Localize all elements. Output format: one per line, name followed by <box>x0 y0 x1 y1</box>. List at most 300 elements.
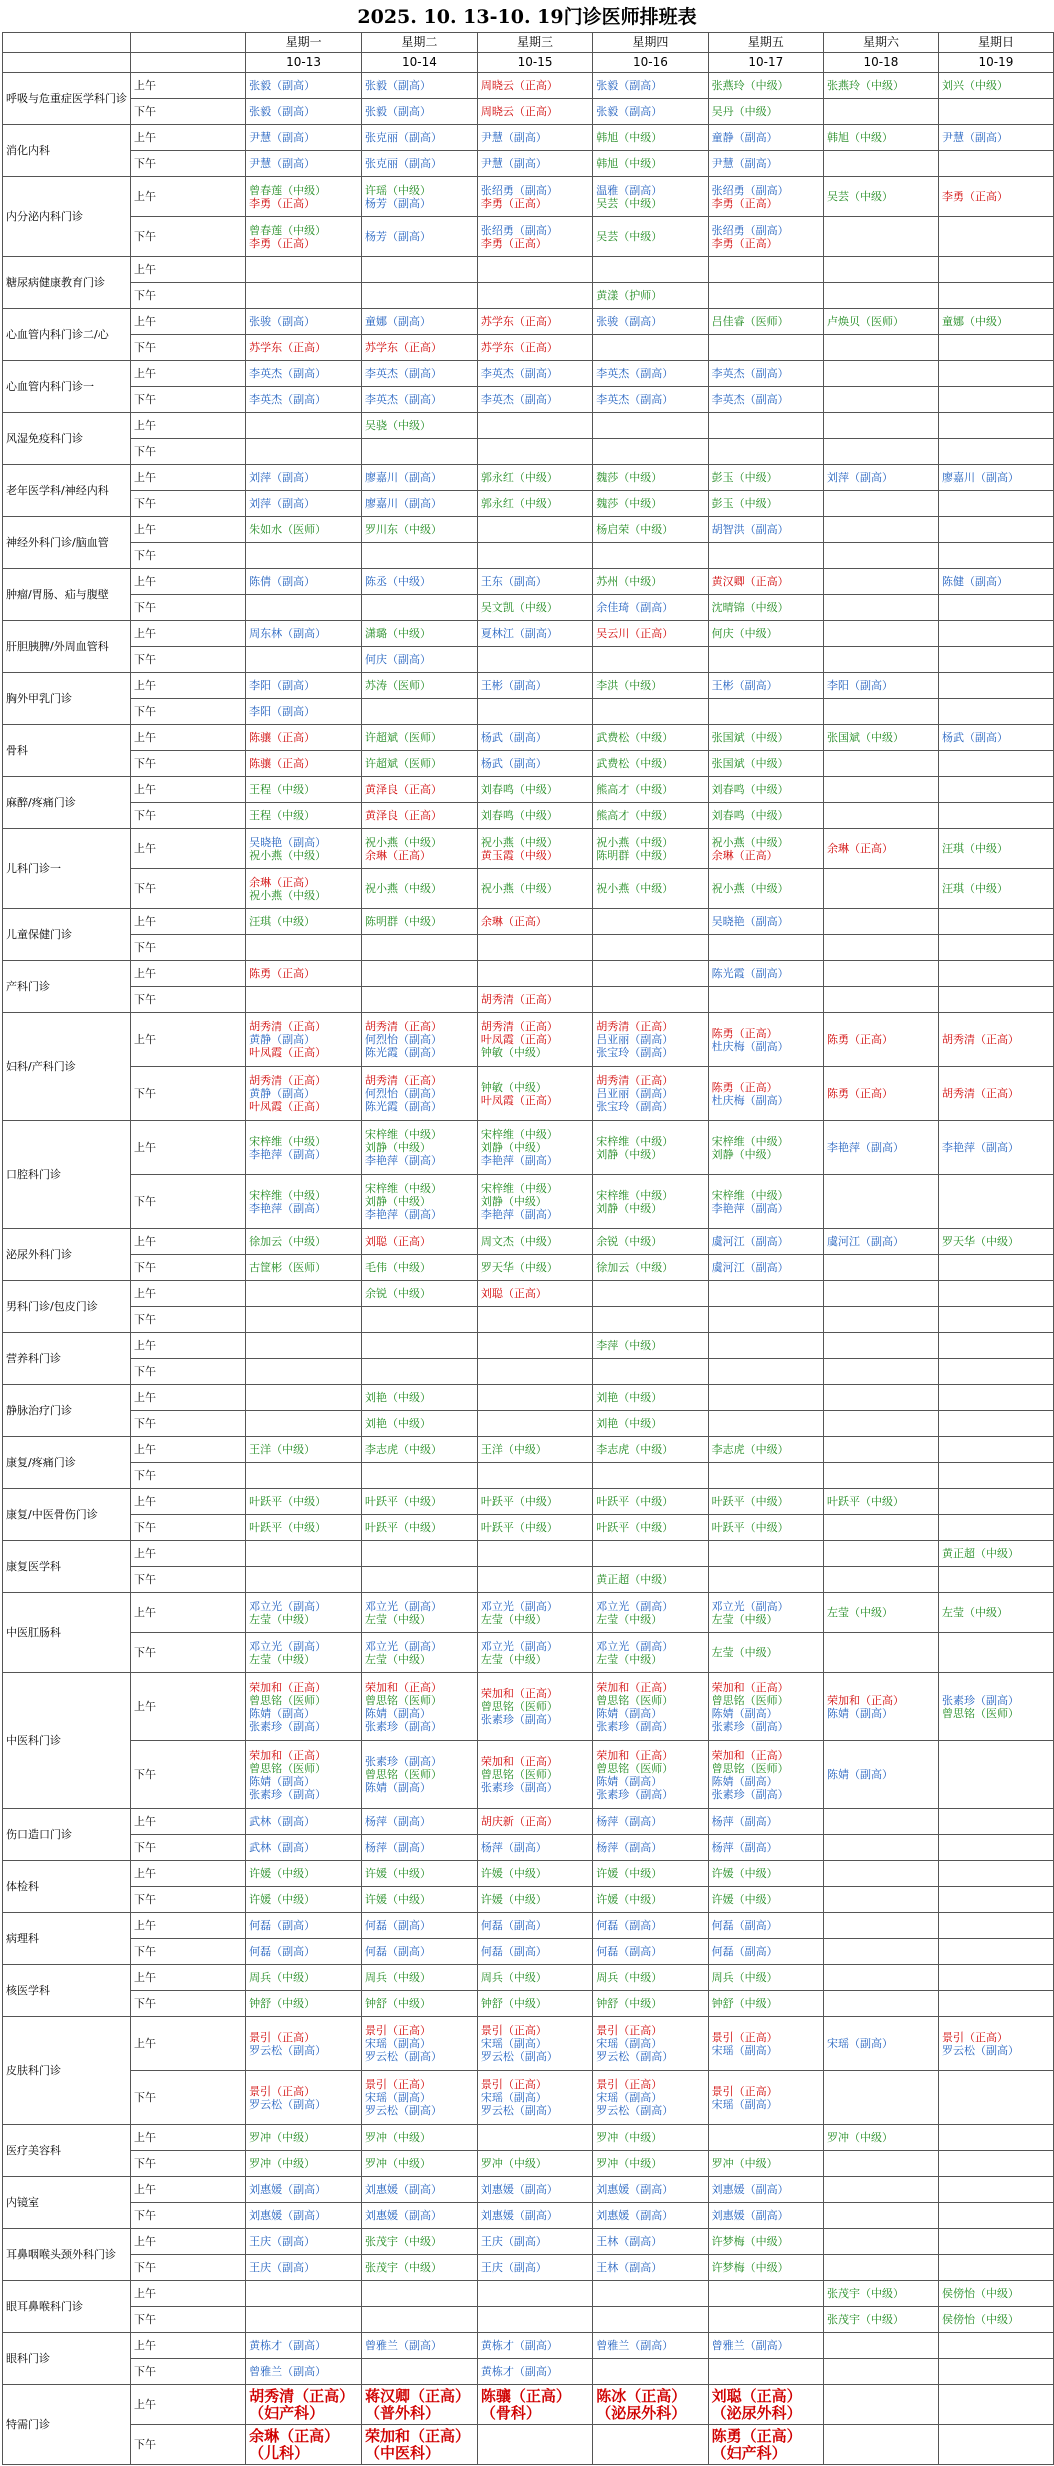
doctor-entry: 童静（副高） <box>711 131 778 144</box>
schedule-cell <box>708 413 823 439</box>
schedule-cell <box>362 673 478 699</box>
doctor-entry: 周兵（中级） <box>365 1971 431 1984</box>
schedule-cell <box>477 439 592 465</box>
doctor-entry: 曾思铭（医师） <box>249 1693 327 1707</box>
department-name: 体检科 <box>3 1861 131 1913</box>
doctor-entry: 左莹（中级） <box>711 1646 778 1659</box>
schedule-cell <box>246 1861 362 1887</box>
schedule-row <box>3 1307 1054 1333</box>
doctor-entry: 刘春鸣（中级） <box>711 783 789 796</box>
department-name: 儿科门诊一 <box>3 829 131 909</box>
schedule-cell <box>362 465 478 491</box>
schedule-cell <box>938 987 1053 1013</box>
schedule-row <box>3 1411 1054 1437</box>
doctor-entry: 曾思铭（医师） <box>941 1706 1019 1720</box>
schedule-cell <box>938 387 1053 413</box>
doctor-entry: 刘艳（中级） <box>365 1391 431 1404</box>
schedule-row <box>3 673 1054 699</box>
schedule-cell <box>477 595 592 621</box>
period-label: 上午 <box>131 2281 246 2307</box>
doctor-entry: 罗冲（中级） <box>826 2131 893 2144</box>
schedule-cell <box>938 1939 1053 1965</box>
doctor-entry: 宋瑶（副高） <box>480 2091 547 2104</box>
doctor-entry: 杨萍（副高） <box>711 1815 778 1828</box>
doctor-entry: 曾雅兰（副高） <box>249 2365 327 2378</box>
doctor-entry: 宋瑶（副高） <box>826 2037 893 2050</box>
schedule-cell <box>362 177 478 217</box>
schedule-cell <box>246 1281 362 1307</box>
schedule-cell <box>477 2229 592 2255</box>
schedule-cell <box>593 1229 708 1255</box>
period-label: 上午 <box>131 1541 246 1567</box>
schedule-cell <box>593 673 708 699</box>
schedule-cell <box>823 309 938 335</box>
period-label: 下午 <box>131 2255 246 2281</box>
doctor-entry: 张素珍（副高） <box>711 1787 789 1801</box>
schedule-cell <box>246 1255 362 1281</box>
schedule-cell <box>823 1437 938 1463</box>
schedule-cell <box>362 151 478 177</box>
schedule-cell <box>823 1333 938 1359</box>
doctor-entry: 胡秀清（正高） <box>480 993 558 1006</box>
schedule-cell <box>823 151 938 177</box>
doctor-entry: 杨武（副高） <box>480 731 547 744</box>
schedule-cell <box>362 1515 478 1541</box>
period-label: 上午 <box>131 621 246 647</box>
schedule-cell <box>938 569 1053 595</box>
schedule-cell <box>246 387 362 413</box>
doctor-entry: 黄正超（中级） <box>596 1573 674 1586</box>
doctor-entry: 陈勇（正高） <box>711 2426 802 2445</box>
schedule-cell <box>246 1437 362 1463</box>
period-label: 上午 <box>131 1861 246 1887</box>
doctor-entry: 陈婧（副高） <box>365 1781 431 1794</box>
schedule-cell <box>246 1887 362 1913</box>
schedule-cell <box>593 935 708 961</box>
period-label: 上午 <box>131 2333 246 2359</box>
doctor-entry: 尹慧（副高） <box>480 157 547 170</box>
doctor-entry: 苏州（中级） <box>596 575 663 588</box>
doctor-entry: 祝小燕（中级） <box>365 835 442 849</box>
doctor-entry: 张毅（副高） <box>365 105 431 118</box>
schedule-cell <box>593 1463 708 1489</box>
schedule-cell <box>938 1175 1053 1229</box>
schedule-cell <box>246 1809 362 1835</box>
doctor-entry: 余琳（正高） <box>249 2426 340 2445</box>
schedule-cell <box>362 1861 478 1887</box>
schedule-cell <box>246 1411 362 1437</box>
doctor-entry: 邓立光（副高） <box>249 1639 327 1653</box>
doctor-entry: 汪琪（中级） <box>941 842 1008 855</box>
schedule-cell <box>938 2255 1053 2281</box>
doctor-entry: 刘惠媛（副高） <box>480 2209 558 2222</box>
schedule-cell <box>593 1255 708 1281</box>
schedule-cell <box>938 1887 1053 1913</box>
schedule-cell <box>246 1541 362 1567</box>
schedule-cell <box>823 1121 938 1175</box>
doctor-entry: 陈冰（正高） <box>596 2386 687 2405</box>
schedule-cell <box>246 1307 362 1333</box>
schedule-cell <box>593 413 708 439</box>
department-name: 医疗美容科 <box>3 2125 131 2177</box>
doctor-entry: 廖嘉川（副高） <box>365 471 442 484</box>
schedule-row <box>3 961 1054 987</box>
doctor-entry: 潇璐（中级） <box>365 627 431 640</box>
schedule-cell <box>362 829 478 869</box>
doctor-entry: 张燕玲（中级） <box>711 79 789 92</box>
schedule-cell <box>477 217 592 257</box>
schedule-cell <box>938 2071 1053 2125</box>
schedule-cell <box>477 1633 592 1673</box>
doctor-entry: 吕亚丽（副高） <box>596 1033 674 1046</box>
doctor-entry: 武费松（中级） <box>596 731 674 744</box>
doctor-entry: 童娜（中级） <box>941 315 1008 328</box>
schedule-cell <box>938 1067 1053 1121</box>
schedule-cell <box>477 2307 592 2333</box>
doctor-entry: 黄泽良（正高） <box>365 783 442 796</box>
doctor-entry: 杜庆梅（副高） <box>711 1039 789 1053</box>
doctor-entry: 李英杰（副高） <box>365 393 442 406</box>
schedule-cell <box>477 1489 592 1515</box>
doctor-entry: 何磊（副高） <box>711 1919 778 1932</box>
schedule-cell <box>593 1991 708 2017</box>
schedule-cell <box>593 569 708 595</box>
schedule-cell <box>246 935 362 961</box>
department-name: 肿瘤/胃肠、疝与腹壁 <box>3 569 131 621</box>
doctor-entry: 王彬（副高） <box>711 679 778 692</box>
doctor-entry: 胡秀清（正高） <box>249 1020 327 1033</box>
schedule-row <box>3 2229 1054 2255</box>
period-label: 下午 <box>131 1255 246 1281</box>
doctor-entry: 彭玉（中级） <box>711 471 778 484</box>
corner-cell <box>3 53 131 73</box>
schedule-row <box>3 777 1054 803</box>
doctor-entry: 王林（副高） <box>596 2235 663 2248</box>
doctor-entry: 宋梓维（中级） <box>596 1188 674 1202</box>
schedule-cell <box>823 987 938 1013</box>
period-label: 上午 <box>131 1913 246 1939</box>
period-label: 下午 <box>131 99 246 125</box>
schedule-row <box>3 1991 1054 2017</box>
schedule-cell <box>362 2307 478 2333</box>
doctor-entry: 李洪（中级） <box>596 679 663 692</box>
schedule-row <box>3 1281 1054 1307</box>
doctor-entry: 杜庆梅（副高） <box>711 1093 789 1107</box>
weekday-header: 星期五 <box>708 33 823 53</box>
schedule-cell <box>708 217 823 257</box>
schedule-cell <box>593 1939 708 1965</box>
schedule-cell <box>938 1437 1053 1463</box>
doctor-entry: 胡秀清（正高） <box>596 1020 674 1033</box>
schedule-cell <box>593 909 708 935</box>
schedule-cell <box>938 465 1053 491</box>
schedule-cell <box>938 1673 1053 1741</box>
doctor-entry: 张素珍（副高） <box>365 1719 442 1733</box>
schedule-cell <box>246 699 362 725</box>
doctor-entry: 荣加和（正高） <box>365 2426 471 2445</box>
schedule-cell <box>823 257 938 283</box>
doctor-entry: 罗云松（副高） <box>365 2104 442 2117</box>
schedule-cell <box>362 1593 478 1633</box>
doctor-entry: 邓立光（副高） <box>596 1639 674 1653</box>
schedule-row <box>3 1593 1054 1633</box>
department-name: 病理科 <box>3 1913 131 1965</box>
doctor-entry: 刘惠媛（副高） <box>365 2209 442 2222</box>
doctor-entry: 陈婧（副高） <box>826 1768 893 1781</box>
doctor-entry: 李艳萍（副高） <box>365 1154 442 1167</box>
schedule-cell <box>938 517 1053 543</box>
schedule-row <box>3 1809 1054 1835</box>
doctor-entry: 景引（正高） <box>596 2024 663 2037</box>
schedule-cell <box>246 647 362 673</box>
schedule-cell <box>938 335 1053 361</box>
doctor-entry: 曾思铭（医师） <box>365 1693 442 1707</box>
doctor-entry: 陈婧（副高） <box>596 1706 663 1720</box>
schedule-row <box>3 1515 1054 1541</box>
schedule-cell <box>823 465 938 491</box>
schedule-cell <box>708 2177 823 2203</box>
schedule-cell <box>593 2017 708 2071</box>
schedule-row <box>3 125 1054 151</box>
doctor-entry: 王庆（副高） <box>480 2261 547 2274</box>
doctor-entry: 吴芸（中级） <box>596 230 663 243</box>
doctor-entry: 刘静（中级） <box>711 1147 778 1161</box>
schedule-cell <box>938 1913 1053 1939</box>
doctor-entry: 王程（中级） <box>249 783 316 796</box>
doctor-entry: 李勇（正高） <box>249 196 316 210</box>
doctor-entry: 李英杰（副高） <box>596 393 674 406</box>
schedule-cell <box>593 869 708 909</box>
schedule-cell <box>823 2177 938 2203</box>
schedule-cell <box>477 1333 592 1359</box>
schedule-cell <box>593 335 708 361</box>
schedule-row <box>3 517 1054 543</box>
department-name: 儿童保健门诊 <box>3 909 131 961</box>
schedule-cell <box>246 829 362 869</box>
doctor-entry: 钟舒（中级） <box>596 1997 663 2010</box>
doctor-entry: 刘艳（中级） <box>365 1417 431 1430</box>
doctor-entry: 李艳萍（副高） <box>941 1141 1019 1154</box>
schedule-cell <box>938 777 1053 803</box>
schedule-cell <box>246 1515 362 1541</box>
schedule-cell <box>593 1913 708 1939</box>
schedule-cell <box>938 543 1053 569</box>
schedule-cell <box>477 1307 592 1333</box>
doctor-entry: 景引（正高） <box>365 2024 431 2037</box>
schedule-cell <box>593 1411 708 1437</box>
doctor-entry: 温雅（副高） <box>596 183 663 197</box>
schedule-cell <box>708 1489 823 1515</box>
doctor-entry: 张宝玲（副高） <box>596 1046 674 1059</box>
doctor-entry: 张素珍（副高） <box>365 1755 442 1768</box>
schedule-cell <box>246 725 362 751</box>
schedule-cell <box>708 151 823 177</box>
doctor-entry: 曾思铭（医师） <box>365 1768 442 1781</box>
doctor-entry: 曾思铭（医师） <box>480 1768 558 1781</box>
schedule-cell <box>477 1411 592 1437</box>
schedule-cell <box>823 2017 938 2071</box>
department-name: 静脉治疗门诊 <box>3 1385 131 1437</box>
schedule-cell <box>246 2151 362 2177</box>
schedule-cell <box>823 335 938 361</box>
schedule-cell <box>593 1835 708 1861</box>
schedule-cell <box>823 2203 938 2229</box>
doctor-entry: 黄静（副高） <box>249 1033 316 1046</box>
schedule-cell <box>938 909 1053 935</box>
schedule-cell <box>708 361 823 387</box>
schedule-cell <box>362 517 478 543</box>
schedule-cell <box>593 2333 708 2359</box>
schedule-cell <box>477 543 592 569</box>
schedule-cell <box>823 217 938 257</box>
schedule-cell <box>823 177 938 217</box>
doctor-entry: 罗云松（副高） <box>365 2050 442 2063</box>
period-label: 下午 <box>131 1067 246 1121</box>
schedule-cell <box>708 517 823 543</box>
weekday-header: 星期三 <box>477 33 592 53</box>
schedule-cell <box>362 2229 478 2255</box>
schedule-cell <box>477 1121 592 1175</box>
schedule-row <box>3 2333 1054 2359</box>
doctor-entry: 张绍勇（副高） <box>480 183 558 197</box>
doctor-entry: 李艳萍（副高） <box>365 1208 442 1221</box>
doctor-entry: 尹慧（副高） <box>941 131 1008 144</box>
period-label: 上午 <box>131 1229 246 1255</box>
schedule-cell <box>708 961 823 987</box>
doctor-entry: 吴芸（中级） <box>596 196 663 210</box>
schedule-cell <box>593 803 708 829</box>
doctor-entry: 左莹（中级） <box>249 1652 316 1666</box>
schedule-cell <box>938 1229 1053 1255</box>
doctor-entry: 周兵（中级） <box>249 1971 316 1984</box>
doctor-entry: 胡庆新（正高） <box>480 1815 558 1828</box>
doctor-entry: 张国斌（中级） <box>711 731 789 744</box>
schedule-cell <box>362 2151 478 2177</box>
doctor-entry: 李勇（正高） <box>480 196 547 210</box>
schedule-cell <box>593 1541 708 1567</box>
department-name: 中医肛肠科 <box>3 1593 131 1673</box>
schedule-row <box>3 1887 1054 1913</box>
doctor-entry: 陈婧（副高） <box>249 1706 316 1720</box>
schedule-cell <box>246 465 362 491</box>
schedule-row <box>3 1633 1054 1673</box>
doctor-entry: 宋梓维（中级） <box>365 1182 442 1195</box>
schedule-cell <box>938 73 1053 99</box>
schedule-cell <box>246 751 362 777</box>
schedule-cell <box>823 413 938 439</box>
schedule-cell <box>246 961 362 987</box>
doctor-entry: 王庆（副高） <box>249 2235 316 2248</box>
doctor-entry: 武林（副高） <box>249 1841 316 1854</box>
schedule-row <box>3 387 1054 413</box>
doctor-entry: 杨芳（副高） <box>365 230 431 243</box>
doctor-entry: 李英杰（副高） <box>711 367 789 380</box>
period-label: 下午 <box>131 1307 246 1333</box>
schedule-row <box>3 1541 1054 1567</box>
schedule-cell <box>938 1411 1053 1437</box>
schedule-cell <box>362 803 478 829</box>
doctor-entry: 张素珍（副高） <box>711 1719 789 1733</box>
period-label: 下午 <box>131 595 246 621</box>
schedule-cell <box>823 2071 938 2125</box>
doctor-entry: 景引（正高） <box>249 2030 316 2044</box>
schedule-cell <box>938 751 1053 777</box>
doctor-entry: 王程（中级） <box>249 809 316 822</box>
doctor-entry: 何磊（副高） <box>480 1945 547 1958</box>
schedule-cell <box>362 2255 478 2281</box>
doctor-entry: 李志虎（中级） <box>596 1443 674 1456</box>
schedule-cell <box>362 725 478 751</box>
schedule-cell <box>477 1175 592 1229</box>
schedule-cell <box>593 987 708 1013</box>
doctor-entry: 宋瑶（副高） <box>596 2037 663 2050</box>
schedule-row <box>3 1835 1054 1861</box>
schedule-cell <box>477 621 592 647</box>
doctor-entry: 余琳（正高） <box>711 848 778 862</box>
schedule-cell <box>362 2281 478 2307</box>
doctor-entry: 左莹（中级） <box>941 1606 1008 1619</box>
schedule-cell <box>823 2281 938 2307</box>
schedule-cell <box>593 491 708 517</box>
schedule-cell <box>362 2203 478 2229</box>
schedule-cell <box>477 2255 592 2281</box>
schedule-cell <box>593 1333 708 1359</box>
schedule-cell <box>708 491 823 517</box>
schedule-cell <box>246 99 362 125</box>
doctor-entry: 陈勇（正高） <box>826 1033 893 1046</box>
schedule-cell <box>593 1359 708 1385</box>
doctor-entry: 侯傍怡（中级） <box>941 2313 1019 2326</box>
period-label: 下午 <box>131 1515 246 1541</box>
schedule-cell <box>938 1333 1053 1359</box>
doctor-entry: 钟敏（中级） <box>480 1080 547 1094</box>
schedule-row <box>3 699 1054 725</box>
doctor-entry: 韩旭（中级） <box>596 157 663 170</box>
doctor-entry: 杨芳（副高） <box>365 196 431 210</box>
schedule-cell <box>708 1281 823 1307</box>
schedule-cell <box>477 909 592 935</box>
schedule-cell <box>246 413 362 439</box>
schedule-cell <box>246 1567 362 1593</box>
schedule-cell <box>823 1593 938 1633</box>
schedule-cell <box>362 1991 478 2017</box>
schedule-cell <box>362 439 478 465</box>
schedule-row <box>3 621 1054 647</box>
schedule-cell <box>823 73 938 99</box>
schedule-cell <box>708 1385 823 1411</box>
schedule-cell <box>246 361 362 387</box>
doctor-entry: 李艳萍（副高） <box>249 1147 327 1161</box>
doctor-entry: 许媛（中级） <box>480 1893 547 1906</box>
schedule-cell <box>938 699 1053 725</box>
schedule-cell <box>823 2125 938 2151</box>
doctor-entry: 宋梓维（中级） <box>365 1128 442 1141</box>
schedule-cell <box>708 283 823 309</box>
schedule-cell <box>477 1913 592 1939</box>
schedule-cell <box>246 2177 362 2203</box>
schedule-cell <box>823 621 938 647</box>
corner-cell <box>3 33 131 53</box>
schedule-cell <box>362 961 478 987</box>
schedule-cell <box>477 1567 592 1593</box>
schedule-cell <box>246 1229 362 1255</box>
schedule-cell <box>246 621 362 647</box>
doctor-entry: 余锐（中级） <box>596 1235 663 1248</box>
schedule-cell <box>593 2359 708 2385</box>
period-label: 下午 <box>131 2359 246 2385</box>
department-name: 营养科门诊 <box>3 1333 131 1385</box>
schedule-cell <box>362 1359 478 1385</box>
